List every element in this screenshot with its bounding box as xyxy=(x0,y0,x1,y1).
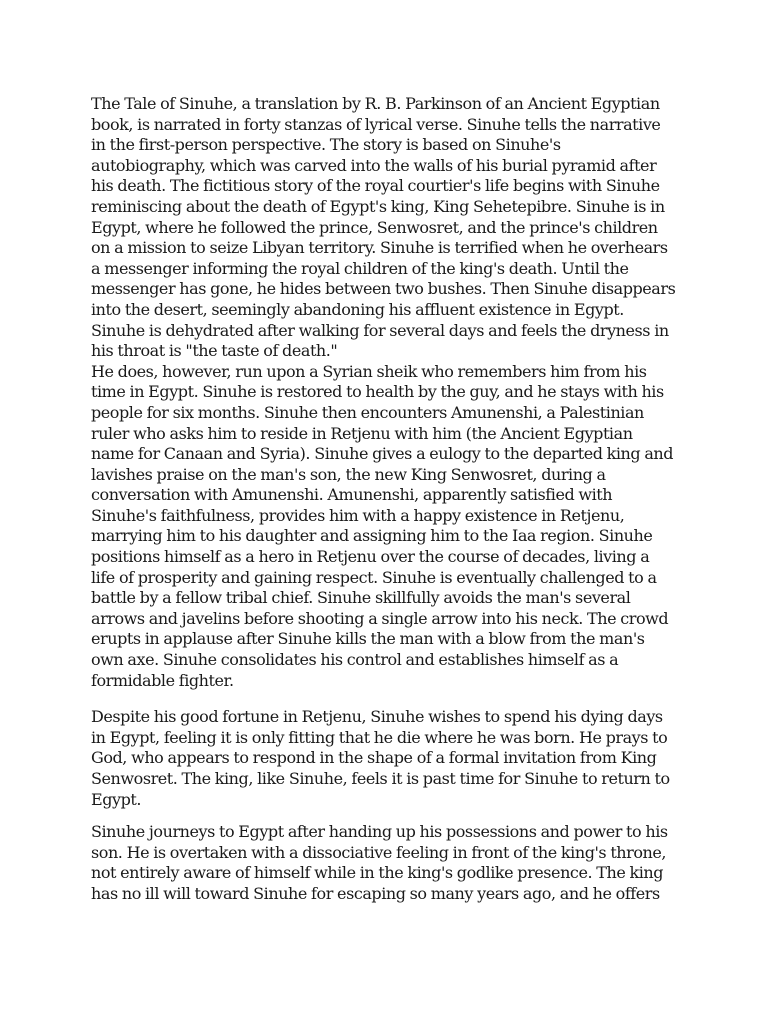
text-line: lavishes praise on the man's son, the new King Senwosret, during a xyxy=(91,464,606,484)
text-line: positions himself as a hero in Retjenu over the course of decades, living a xyxy=(91,547,650,567)
text-line: Sinuhe journeys to Egypt after handing up his possessions and power to his xyxy=(91,822,668,842)
text-line: autobiography, which was carved into the walls of his burial pyramid after xyxy=(91,155,657,175)
text-line: Sinuhe is dehydrated after walking for several days and feels the dryness in xyxy=(91,320,669,340)
text-line: reminiscing about the death of Egypt's king, King Sehetepibre. Sinuhe is in xyxy=(91,196,665,216)
text-line: his throat is "the taste of death." xyxy=(91,341,338,361)
text-line: Despite his good fortune in Retjenu, Sinuhe wishes to spend his dying days xyxy=(91,707,663,727)
text-line: in the first-person perspective. The story is based on Sinuhe's xyxy=(91,135,561,155)
text-line: The Tale of Sinuhe, a translation by R. B. Parkinson of an Ancient Egyptian xyxy=(91,94,660,113)
text-line: name for Canaan and Syria). Sinuhe gives a eulogy to the departed king and xyxy=(91,444,674,464)
paragraph-4 xyxy=(91,822,691,904)
text-line: not entirely aware of himself while in the king's godlike presence. The king xyxy=(91,863,664,883)
text-line: Sinuhe's faithfulness, provides him with a happy existence in Retjenu, xyxy=(91,505,625,525)
text-line: Egypt. xyxy=(91,789,142,809)
paragraph-1 xyxy=(91,94,691,362)
text-line: erupts in applause after Sinuhe kills the man with a blow from the man's xyxy=(91,629,645,649)
text-line: God, who appears to respond in the shape of a formal invitation from King xyxy=(91,748,657,768)
paragraph-2 xyxy=(91,362,691,692)
text-line: Egypt, where he followed the prince, Senwosret, and the prince's children xyxy=(91,217,658,237)
text-line: has no ill will toward Sinuhe for escaping so many years ago, and he offers xyxy=(91,883,660,903)
text-line: on a mission to seize Libyan territory. Sinuhe is terrified when he overhears xyxy=(91,238,668,258)
text-line: book, is narrated in forty stanzas of lyrical verse. Sinuhe tells the narrative xyxy=(91,114,661,134)
text-line: in Egypt, feeling it is only fitting that he die where he was born. He prays to xyxy=(91,727,668,747)
text-line: a messenger informing the royal children of the king's death. Until the xyxy=(91,258,629,278)
text-line: Senwosret. The king, like Sinuhe, feels it is past time for Sinuhe to return to xyxy=(91,769,670,788)
text-line: arrows and javelins before shooting a single arrow into his neck. The crowd xyxy=(91,608,669,628)
text-line: marrying him to his daughter and assigning him to the Iaa region. Sinuhe xyxy=(91,526,653,546)
text-line: battle by a fellow tribal chief. Sinuhe skillfully avoids the man's several xyxy=(91,588,631,608)
text-line: ruler who asks him to reside in Retjenu with him (the Ancient Egyptian xyxy=(91,423,633,443)
text-line: son. He is overtaken with a dissociative feeling in front of the king's throne, xyxy=(91,842,667,862)
text-line: conversation with Amunenshi. Amunenshi, apparently satisfied with xyxy=(91,485,613,505)
text-line: into the desert, seemingly abandoning his affluent existence in Egypt. xyxy=(91,299,624,319)
text-line: time in Egypt. Sinuhe is restored to health by the guy, and he stays with his xyxy=(91,382,664,402)
text-line: messenger has gone, he hides between two bushes. Then Sinuhe disappears xyxy=(91,279,676,299)
text-line: his death. The fictitious story of the royal courtier's life begins with Sinuhe xyxy=(91,176,660,196)
text-line: life of prosperity and gaining respect. Sinuhe is eventually challenged to a xyxy=(91,567,657,587)
text-line: people for six months. Sinuhe then encounters Amunenshi, a Palestinian xyxy=(91,402,644,422)
text-line: own axe. Sinuhe consolidates his control and establishes himself as a xyxy=(91,650,619,670)
text-line: He does, however, run upon a Syrian sheik who remembers him from his xyxy=(91,361,647,381)
paragraph-3 xyxy=(91,707,691,810)
text-line: formidable fighter. xyxy=(91,670,234,690)
document-body xyxy=(91,94,691,905)
